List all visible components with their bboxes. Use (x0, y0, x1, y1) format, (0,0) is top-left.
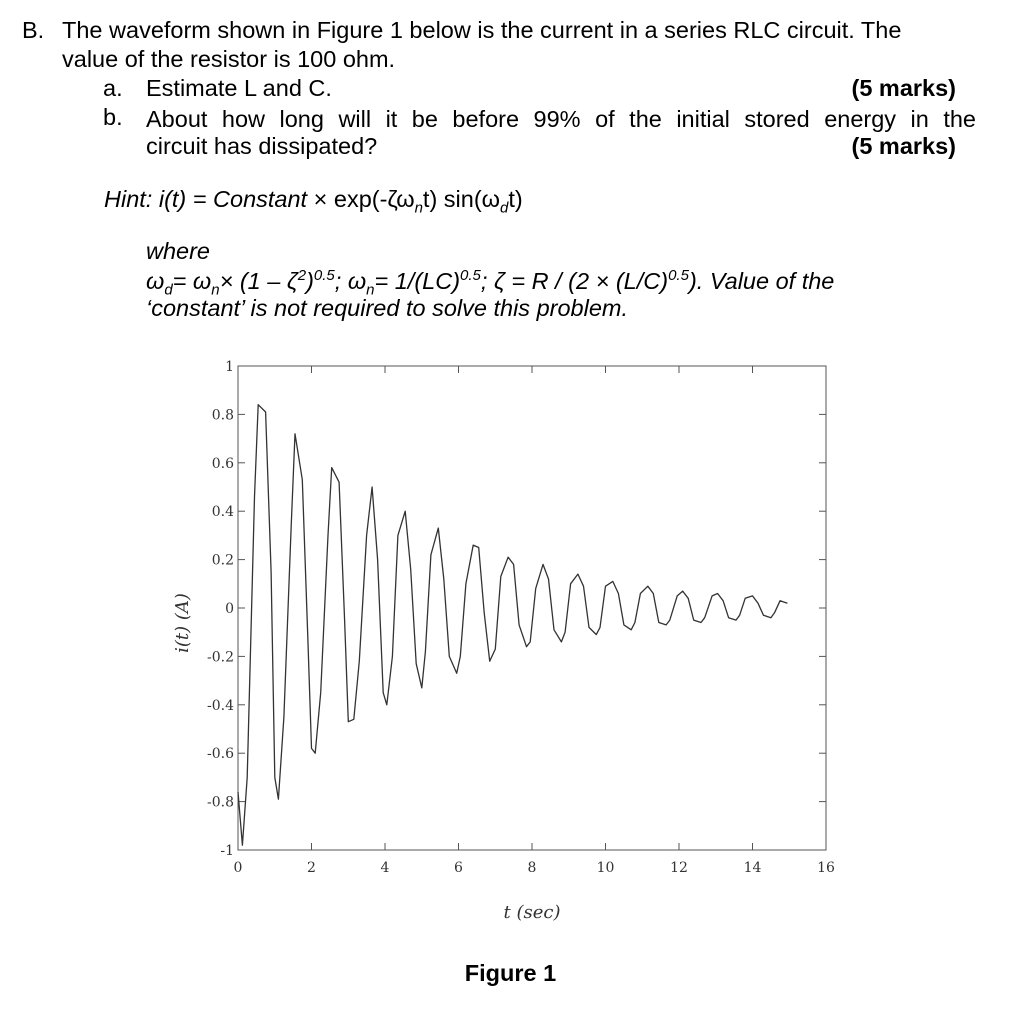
x-tick-label: 4 (380, 860, 390, 876)
x-tick-label: 12 (670, 860, 688, 876)
y-axis-label: i(t) (A) (172, 593, 193, 653)
figure-caption: Figure 1 (464, 960, 557, 986)
x-tick-label: 10 (596, 860, 615, 876)
hint-line-3: ‘constant’ is not required to solve this problem. (146, 295, 629, 321)
part-b-word: will (338, 106, 372, 132)
current-waveform-line (238, 405, 787, 846)
part-b-word: in (910, 106, 929, 132)
x-tick-label: 16 (817, 860, 835, 876)
question-line-1: The waveform shown in Figure 1 below is the current in a series RLC circuit. The (62, 17, 902, 43)
x-tick-label: 6 (454, 860, 463, 876)
omega-n-sub-2: n (366, 281, 375, 299)
part-b-letter: b. (103, 104, 123, 130)
hint-exp: exp(-ζω (333, 186, 415, 212)
question-line-2: value of the resistor is 100 ohm. (62, 46, 396, 72)
pow-a: 0.5 (313, 267, 335, 285)
part-b-word: energy (824, 106, 897, 132)
question-label: B. (22, 17, 45, 43)
hint-sub-d: d (500, 199, 509, 217)
part-b-word: long (279, 106, 324, 132)
hint-sin: t) sin(ω (422, 186, 501, 212)
part-a-letter: a. (103, 75, 123, 101)
part-b-word: be (411, 106, 438, 132)
y-tick-label: 0.2 (211, 552, 234, 569)
part-b-word: initial (676, 106, 730, 132)
part-b-word: how (221, 106, 266, 132)
part-b-word: 99% (533, 106, 581, 132)
y-tick-label: -0.8 (207, 794, 234, 811)
part-b-word: the (943, 106, 976, 132)
part-b-word: before (452, 106, 520, 132)
times-symbol: × (313, 186, 328, 212)
y-tick-label: -1 (220, 843, 234, 859)
part-b-word: of (595, 106, 615, 132)
eq-zeta-b: ). Value of the (688, 268, 835, 294)
hint-where: where (146, 238, 211, 264)
part-b-text-line-2: circuit has dissipated? (146, 133, 378, 159)
zeta-squared: 2 (297, 267, 307, 285)
omega-n-sub: n (211, 281, 220, 299)
y-tick-label: -0.6 (207, 746, 234, 763)
part-a-text: Estimate L and C. (146, 75, 332, 101)
eq-wn-a: ; ω (334, 268, 367, 294)
x-axis-label: t (sec) (503, 902, 561, 923)
part-b-word: stored (744, 106, 810, 132)
omega-d: ω (146, 268, 165, 294)
part-b-word: it (385, 106, 398, 132)
pow-c: 0.5 (668, 267, 689, 285)
y-tick-label: 0.4 (211, 504, 234, 521)
hint-end: t) (508, 186, 523, 212)
x-tick-label: 14 (743, 860, 762, 876)
eq-wd-d: ) (306, 268, 314, 294)
eq-wd-b: = ω (172, 268, 212, 294)
y-tick-label: 0.6 (211, 455, 234, 472)
y-tick-label: 1 (225, 359, 234, 375)
eq-zeta-a: ; ζ = R / (2 × (L/C) (480, 268, 669, 294)
eq-wd-c: × (1 – ζ (219, 268, 298, 294)
hint-sub-n: n (414, 199, 423, 217)
x-tick-label: 0 (233, 860, 243, 876)
eq-wn-b: = 1/(LC) (374, 268, 461, 294)
x-tick-label: 8 (527, 860, 537, 876)
part-b-word: the (629, 106, 662, 132)
pow-b: 0.5 (460, 267, 481, 285)
omega-d-sub: d (164, 281, 173, 299)
y-tick-label: -0.2 (207, 649, 234, 666)
y-tick-label: 0.8 (211, 407, 234, 424)
part-b-marks: (5 marks) (851, 133, 956, 159)
y-tick-label: -0.4 (207, 697, 234, 714)
part-a-marks: (5 marks) (851, 75, 956, 101)
x-tick-label: 2 (307, 860, 316, 876)
part-b-word: About (146, 106, 208, 132)
plot-frame (238, 366, 826, 850)
y-tick-label: 0 (225, 601, 234, 617)
hint-prefix: Hint: i(t) = Constant (104, 186, 308, 212)
